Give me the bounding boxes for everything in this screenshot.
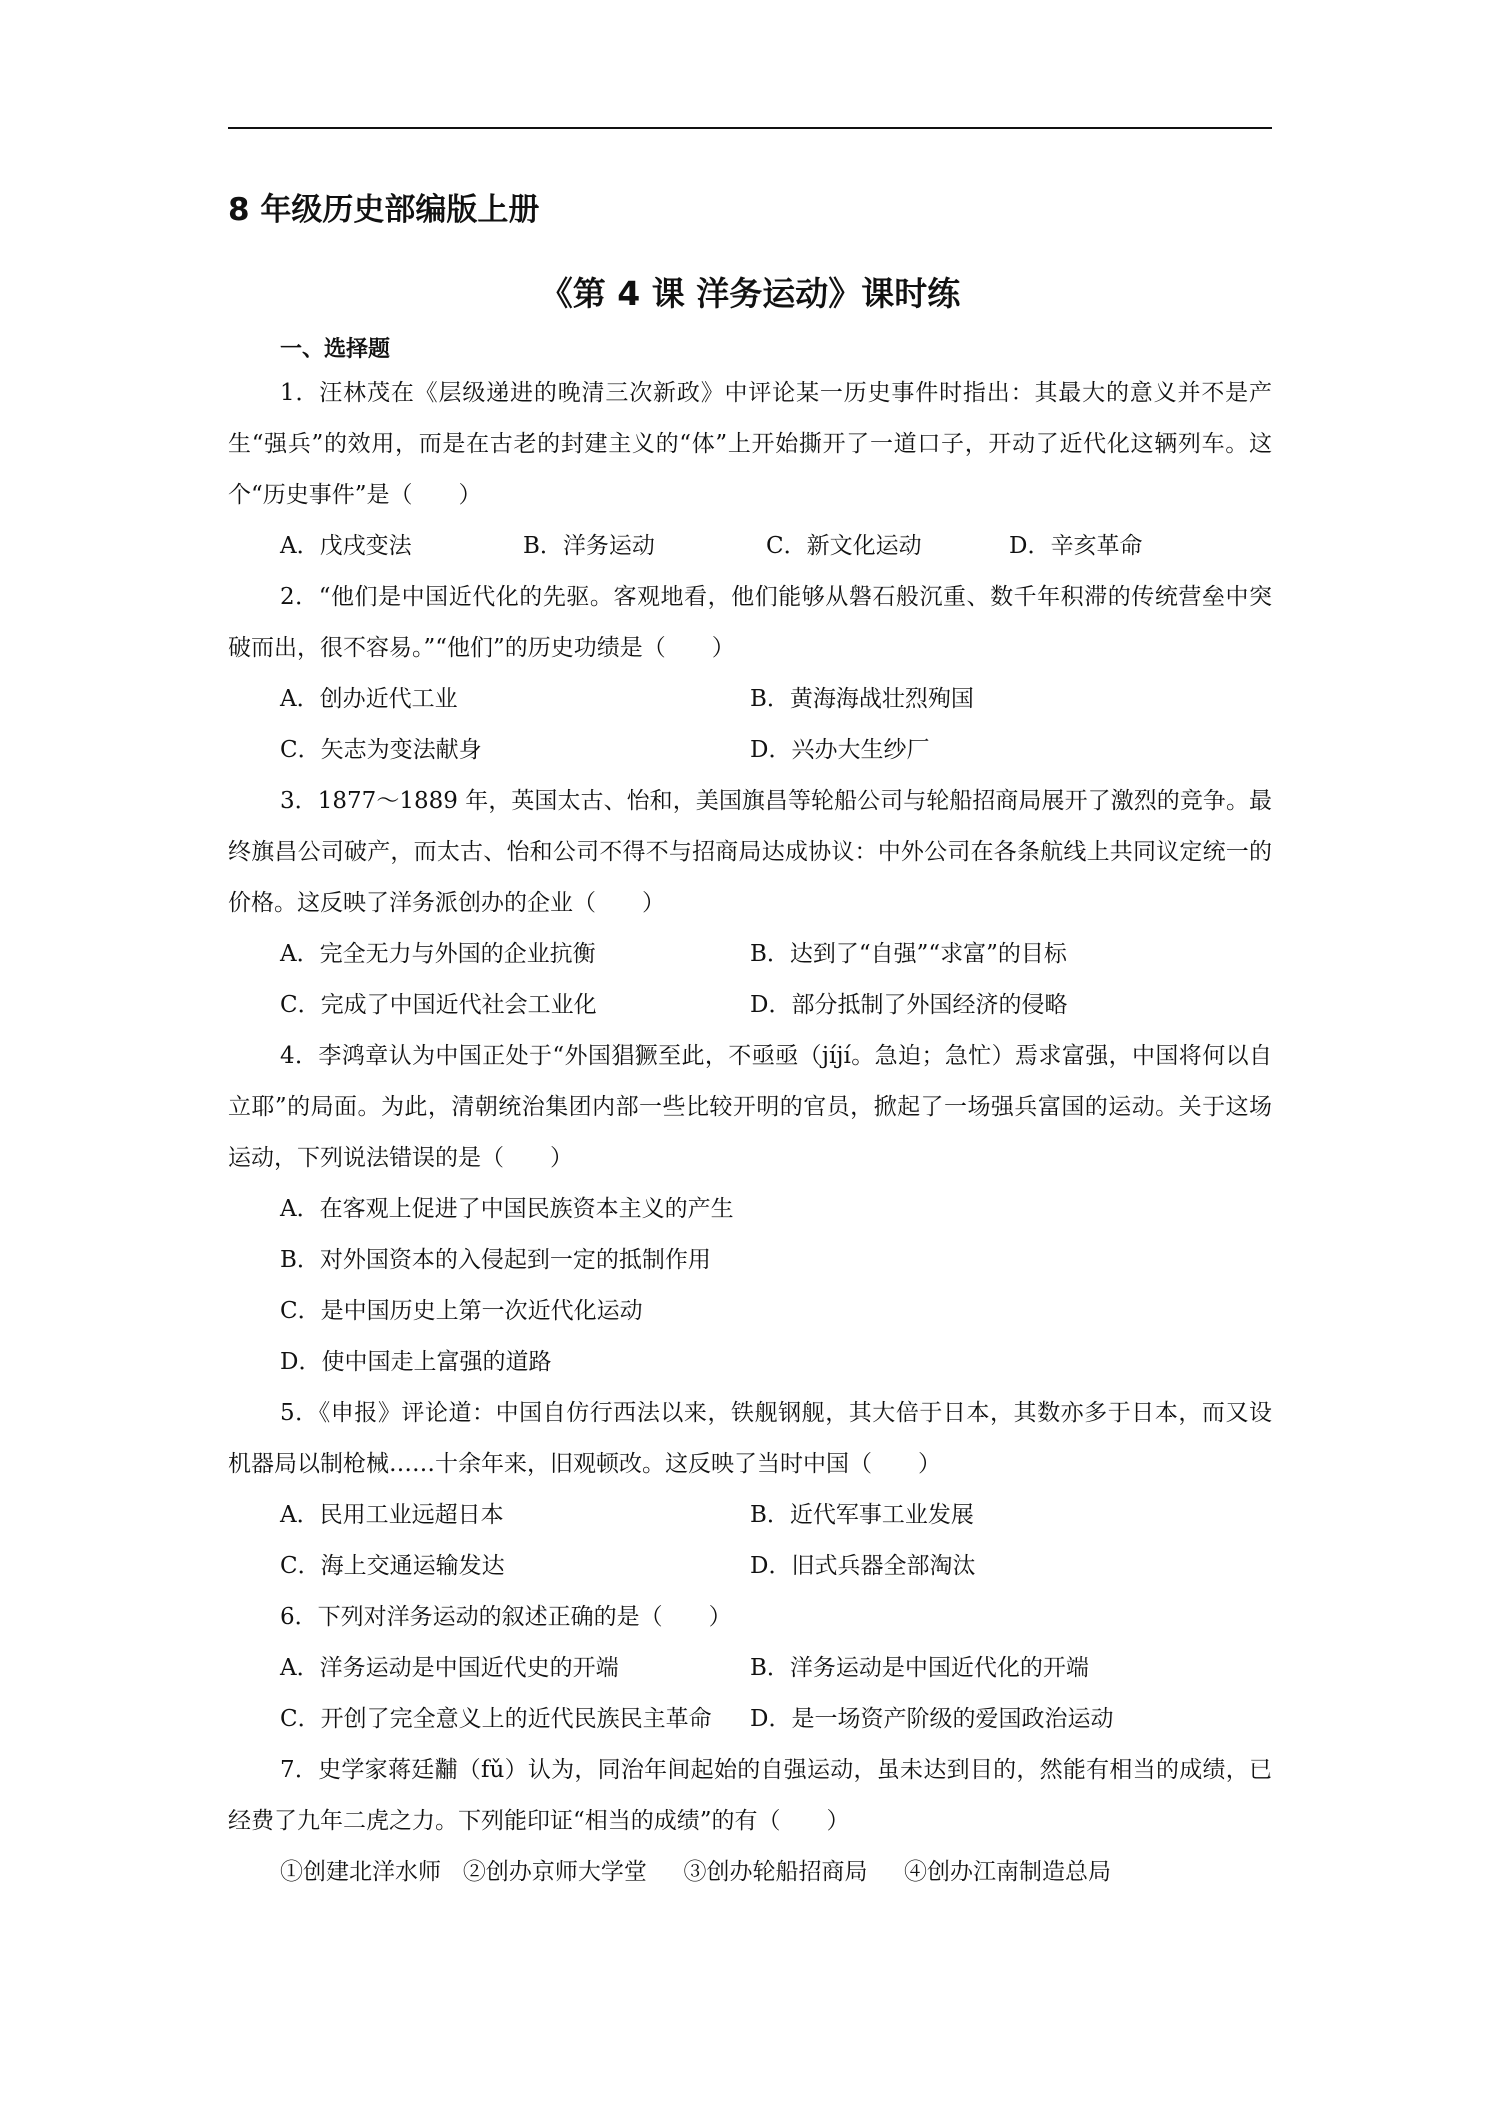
option-c: C．矢志为变法献身 xyxy=(280,737,482,763)
option-a: A．在客观上促进了中国民族资本主义的产生 xyxy=(280,1196,734,1222)
question-4-option-d-row xyxy=(228,1337,1272,1388)
question-4-option-c-row xyxy=(228,1286,1272,1337)
option-d: D．部分抵制了外国经济的侵略 xyxy=(750,992,1068,1018)
option-a: A．洋务运动是中国近代史的开端 xyxy=(280,1655,619,1681)
subject-heading: 8 年级历史部编版上册 xyxy=(228,192,540,228)
question-6-options-row-2 xyxy=(228,1694,1272,1745)
option-c: C．开创了完全意义上的近代民族民主革命 xyxy=(280,1706,712,1732)
option-b: B．洋务运动 xyxy=(523,533,655,559)
question-5-options-row-1 xyxy=(228,1490,1272,1541)
question-6-options-row-1 xyxy=(228,1643,1272,1694)
question-1-options xyxy=(228,521,1272,572)
option-c: C．新文化运动 xyxy=(766,533,922,559)
question-4: 4．李鸿章认为中国正处于“外国猖獗至此，不亟亟（jíjí。急迫；急忙）焉求富强，中国将何以自立耶”的局面。为此，清朝统治集团内部一些比较开明的官员，掀起了一场强兵富国的运动。关于这场运动，下列说法错误的是（ ） xyxy=(228,1043,1272,1171)
question-5: 5．《申报》评论道：中国自仿行西法以来，铁舰钢舰，其大倍于日本，其数亦多于日本，而又设机器局以制枪械……十余年来，旧观顿改。这反映了当时中国（ ） xyxy=(228,1400,1272,1477)
option-a: A．民用工业远超日本 xyxy=(280,1502,504,1528)
lesson-title: 《第 4 课 洋务运动》课时练 xyxy=(539,274,961,313)
question-5-options-row-2 xyxy=(228,1541,1272,1592)
option-d: D．是一场资产阶级的爱国政治运动 xyxy=(750,1706,1114,1732)
question-3-options-row-2 xyxy=(228,980,1272,1031)
option-a: A．创办近代工业 xyxy=(280,686,458,712)
question-2: 2．“他们是中国近代化的先驱。客观地看，他们能够从磐石般沉重、数千年积滞的传统营垒中突破而出，很不容易。”“他们”的历史功绩是（ ） xyxy=(228,584,1272,661)
question-3-options-row-1 xyxy=(228,929,1272,980)
option-c: C．是中国历史上第一次近代化运动 xyxy=(280,1298,643,1324)
option-b: B．达到了“自强”“求富”的目标 xyxy=(750,941,1067,967)
header-rule xyxy=(228,127,1272,129)
question-7: 7．史学家蒋廷黼（fǔ）认为，同治年间起始的自强运动，虽未达到目的，然能有相当的成绩，已经费了九年二虎之力。下列能印证“相当的成绩”的有（ ） xyxy=(228,1757,1272,1834)
question-4-option-a-row xyxy=(228,1184,1272,1235)
question-2-options-row-2 xyxy=(228,725,1272,776)
question-6: 6．下列对洋务运动的叙述正确的是（ ） xyxy=(280,1604,732,1630)
option-d: D．旧式兵器全部淘汰 xyxy=(750,1553,976,1579)
question-7-items: ①创建北洋水师 ②创办京师大学堂 ③创办轮船招商局 ④创办江南制造总局 xyxy=(280,1859,1112,1885)
question-2-options-row-1 xyxy=(228,674,1272,725)
option-a: A．戊戌变法 xyxy=(280,533,412,559)
worksheet-content xyxy=(228,188,1272,1898)
option-b: B．洋务运动是中国近代化的开端 xyxy=(750,1655,1089,1681)
question-1: 1．汪林茂在《层级递进的晚清三次新政》中评论某一历史事件时指出：其最大的意义并不是产生“强兵”的效用，而是在古老的封建主义的“体”上开始撕开了一道口子，开动了近代化这辆列车。这个“历史事件”是（ ） xyxy=(228,380,1272,508)
option-b: B．黄海海战壮烈殉国 xyxy=(750,686,974,712)
option-b: B．对外国资本的入侵起到一定的抵制作用 xyxy=(280,1247,711,1273)
option-d: D．辛亥革命 xyxy=(1009,533,1143,559)
section-title: 一、选择题 xyxy=(280,337,391,362)
option-d: D．兴办大生纱厂 xyxy=(750,737,930,763)
option-b: B．近代军事工业发展 xyxy=(750,1502,974,1528)
question-3: 3．1877～1889 年，英国太古、怡和，美国旗昌等轮船公司与轮船招商局展开了激烈的竞争。最终旗昌公司破产，而太古、怡和公司不得不与招商局达成协议：中外公司在各条航线上共同议定统一的价格。这反映了洋务派创办的企业（ ） xyxy=(228,788,1272,916)
option-c: C．海上交通运输发达 xyxy=(280,1553,505,1579)
question-4-option-b-row xyxy=(228,1235,1272,1286)
option-c: C．完成了中国近代社会工业化 xyxy=(280,992,597,1018)
option-d: D．使中国走上富强的道路 xyxy=(280,1349,552,1375)
option-a: A．完全无力与外国的企业抗衡 xyxy=(280,941,596,967)
